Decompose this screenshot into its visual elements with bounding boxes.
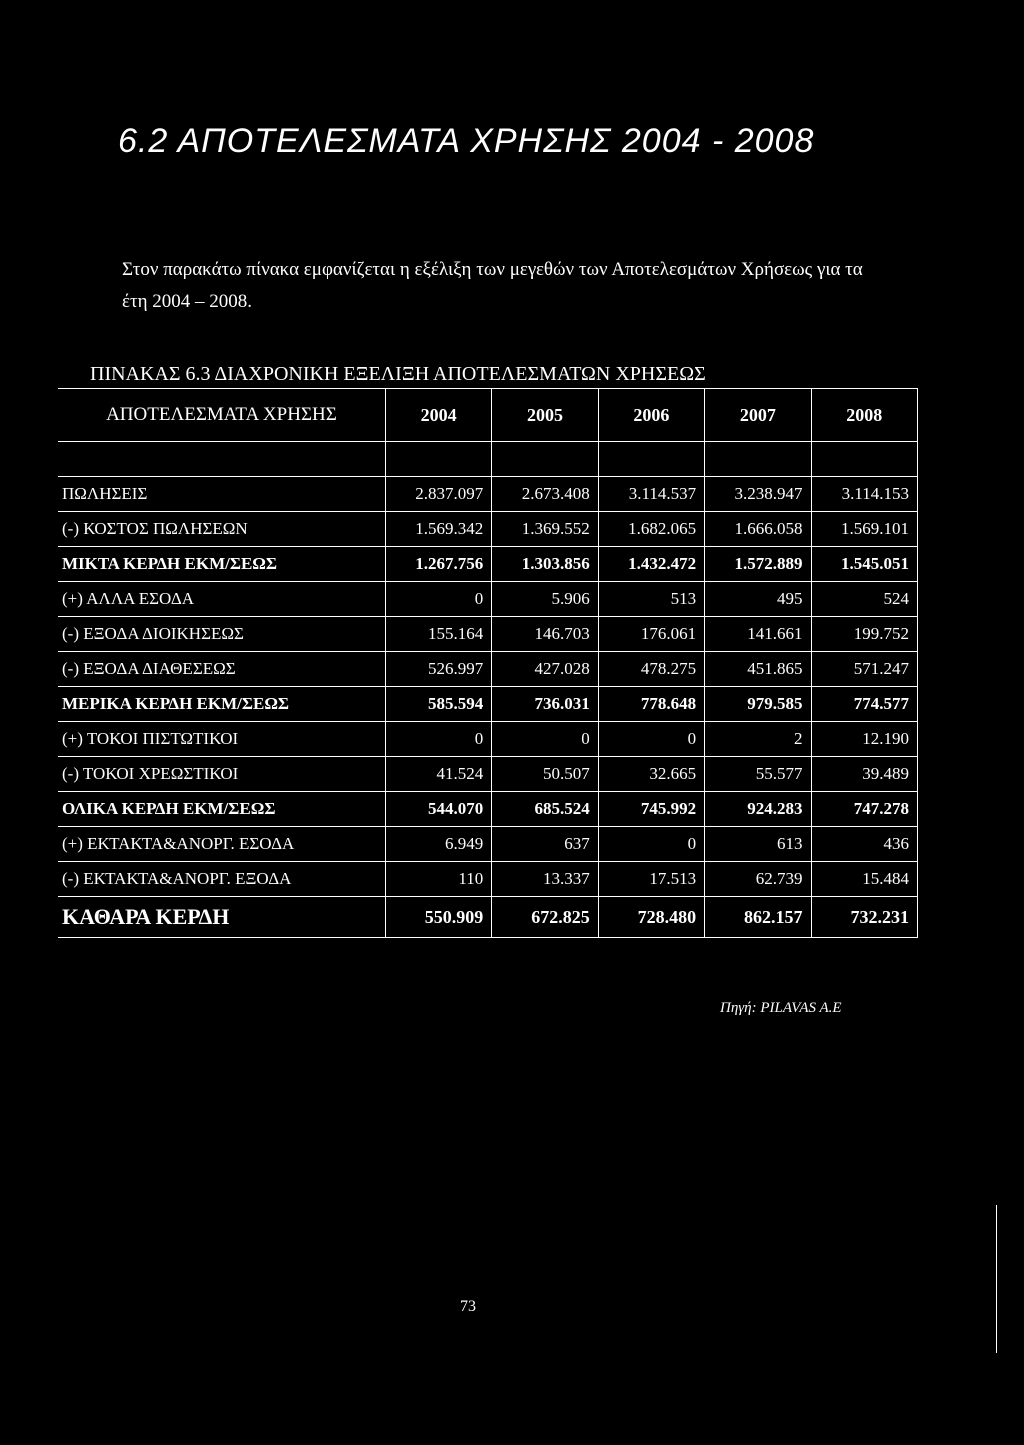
- source-note: Πηγή: PILAVAS A.E: [720, 1000, 842, 1016]
- row-value-2004: 155.164: [385, 617, 491, 652]
- table-caption: ΠΙΝΑΚΑΣ 6.3 ΔΙΑΧΡΟΝΙΚΗ ΕΞΕΛΙΞΗ ΑΠΟΤΕΛΕΣΜΑΤΩΝ ΧΡΗΣΕΩΣ: [90, 363, 706, 385]
- table-row: [58, 792, 918, 827]
- row-value-2006: 0: [598, 827, 704, 862]
- row-value-2007: 3.238.947: [705, 477, 811, 512]
- row-value-2007: 451.865: [705, 652, 811, 687]
- table-row: [58, 652, 918, 687]
- header-year-2004: 2004: [385, 389, 491, 442]
- margin-line: [996, 1205, 997, 1353]
- row-value-2005: 2.673.408: [492, 477, 598, 512]
- row-value-2008: 1.569.101: [811, 512, 917, 547]
- row-value-2004: 1.267.756: [385, 547, 491, 582]
- row-value-2008: 774.577: [811, 687, 917, 722]
- table-row: [58, 547, 918, 582]
- row-value-2005: 146.703: [492, 617, 598, 652]
- row-label: ΚΑΘΑΡΑ ΚΕΡΔΗ: [58, 897, 385, 938]
- row-value-2004: 110: [385, 862, 491, 897]
- row-value-2005: 5.906: [492, 582, 598, 617]
- row-label: (+) ΤΟΚΟΙ ΠΙΣΤΩΤΙΚΟΙ: [58, 722, 385, 757]
- row-value-2004: 0: [385, 722, 491, 757]
- row-label: (-) ΤΟΚΟΙ ΧΡΕΩΣΤΙΚΟΙ: [58, 757, 385, 792]
- row-value-2004: 1.569.342: [385, 512, 491, 547]
- row-value-2007: 862.157: [705, 897, 811, 938]
- header-year-2005: 2005: [492, 389, 598, 442]
- row-value-2006: 32.665: [598, 757, 704, 792]
- row-value-2007: 2: [705, 722, 811, 757]
- page-number: 73: [460, 1298, 476, 1315]
- header-year-2006: 2006: [598, 389, 704, 442]
- header-row: [58, 389, 918, 442]
- row-value-2006: 17.513: [598, 862, 704, 897]
- row-value-2007: 924.283: [705, 792, 811, 827]
- row-value-2005: 0: [492, 722, 598, 757]
- row-label: ΜΕΡΙΚΑ ΚΕΡΔΗ ΕΚΜ/ΣΕΩΣ: [58, 687, 385, 722]
- intro-paragraph: Στον παρακάτω πίνακα εμφανίζεται η εξέλιξη των μεγεθών των Αποτελεσμάτων Χρήσεως για τα έτη 2004 – 2008.: [122, 259, 863, 312]
- row-value-2004: 6.949: [385, 827, 491, 862]
- row-value-2006: 3.114.537: [598, 477, 704, 512]
- section-heading: 6.2 ΑΠΟΤΕΛΕΣΜΑΤΑ ΧΡΗΣΗΣ 2004 - 2008: [118, 122, 815, 160]
- table-header: [58, 389, 918, 442]
- row-value-2007: 141.661: [705, 617, 811, 652]
- row-value-2004: 526.997: [385, 652, 491, 687]
- row-value-2004: 585.594: [385, 687, 491, 722]
- row-value-2006: 745.992: [598, 792, 704, 827]
- header-year-2008: 2008: [811, 389, 917, 442]
- row-label: (+) ΕΚΤΑΚΤΑ&ΑΝΟΡΓ. ΕΣΟΔΑ: [58, 827, 385, 862]
- row-value-2005: 13.337: [492, 862, 598, 897]
- row-label: (-) ΕΞΟΔΑ ΔΙΑΘΕΣΕΩΣ: [58, 652, 385, 687]
- table-row: [58, 512, 918, 547]
- row-value-2008: 436: [811, 827, 917, 862]
- row-value-2004: 2.837.097: [385, 477, 491, 512]
- row-value-2007: 1.572.889: [705, 547, 811, 582]
- row-value-2008: 199.752: [811, 617, 917, 652]
- table-row: [58, 617, 918, 652]
- row-value-2008: 1.545.051: [811, 547, 917, 582]
- row-value-2005: 685.524: [492, 792, 598, 827]
- row-value-2007: 1.666.058: [705, 512, 811, 547]
- row-value-2005: 427.028: [492, 652, 598, 687]
- row-value-2005: 50.507: [492, 757, 598, 792]
- header-year-2007: 2007: [705, 389, 811, 442]
- row-value-2006: 1.432.472: [598, 547, 704, 582]
- row-label: (-) ΕΚΤΑΚΤΑ&ΑΝΟΡΓ. ΕΞΟΔΑ: [58, 862, 385, 897]
- row-value-2007: 979.585: [705, 687, 811, 722]
- row-value-2006: 478.275: [598, 652, 704, 687]
- table-row: [58, 897, 918, 938]
- row-label: (-) ΕΞΟΔΑ ΔΙΟΙΚΗΣΕΩΣ: [58, 617, 385, 652]
- row-value-2008: 12.190: [811, 722, 917, 757]
- row-value-2006: 1.682.065: [598, 512, 704, 547]
- row-value-2006: 0: [598, 722, 704, 757]
- table-row: [58, 687, 918, 722]
- row-value-2006: 513: [598, 582, 704, 617]
- row-value-2005: 637: [492, 827, 598, 862]
- table-row: [58, 827, 918, 862]
- row-value-2004: 550.909: [385, 897, 491, 938]
- spacer-row: [58, 442, 918, 477]
- row-value-2007: 613: [705, 827, 811, 862]
- table-row: [58, 862, 918, 897]
- row-label: (+) ΑΛΛΑ ΕΣΟΔΑ: [58, 582, 385, 617]
- table-row: [58, 722, 918, 757]
- header-results-label: ΑΠΟΤΕΛΕΣΜΑΤΑ ΧΡΗΣΗΣ: [58, 389, 385, 442]
- results-table: [58, 388, 918, 938]
- row-value-2006: 176.061: [598, 617, 704, 652]
- row-value-2008: 732.231: [811, 897, 917, 938]
- row-value-2008: 15.484: [811, 862, 917, 897]
- row-value-2007: 62.739: [705, 862, 811, 897]
- table-body: [58, 442, 918, 938]
- row-value-2004: 0: [385, 582, 491, 617]
- row-value-2007: 55.577: [705, 757, 811, 792]
- row-value-2005: 672.825: [492, 897, 598, 938]
- row-value-2006: 728.480: [598, 897, 704, 938]
- row-label: ΟΛΙΚΑ ΚΕΡΔΗ ΕΚΜ/ΣΕΩΣ: [58, 792, 385, 827]
- row-value-2008: 571.247: [811, 652, 917, 687]
- row-value-2004: 544.070: [385, 792, 491, 827]
- table-row: [58, 477, 918, 512]
- row-value-2004: 41.524: [385, 757, 491, 792]
- row-value-2008: 39.489: [811, 757, 917, 792]
- row-label: ΜΙΚΤΑ ΚΕΡΔΗ ΕΚΜ/ΣΕΩΣ: [58, 547, 385, 582]
- table-row: [58, 757, 918, 792]
- row-label: ΠΩΛΗΣΕΙΣ: [58, 477, 385, 512]
- row-value-2006: 778.648: [598, 687, 704, 722]
- row-value-2008: 747.278: [811, 792, 917, 827]
- row-value-2005: 736.031: [492, 687, 598, 722]
- row-value-2008: 3.114.153: [811, 477, 917, 512]
- table-row: [58, 582, 918, 617]
- row-value-2007: 495: [705, 582, 811, 617]
- row-value-2005: 1.303.856: [492, 547, 598, 582]
- row-label: (-) ΚΟΣΤΟΣ ΠΩΛΗΣΕΩΝ: [58, 512, 385, 547]
- row-value-2008: 524: [811, 582, 917, 617]
- row-value-2005: 1.369.552: [492, 512, 598, 547]
